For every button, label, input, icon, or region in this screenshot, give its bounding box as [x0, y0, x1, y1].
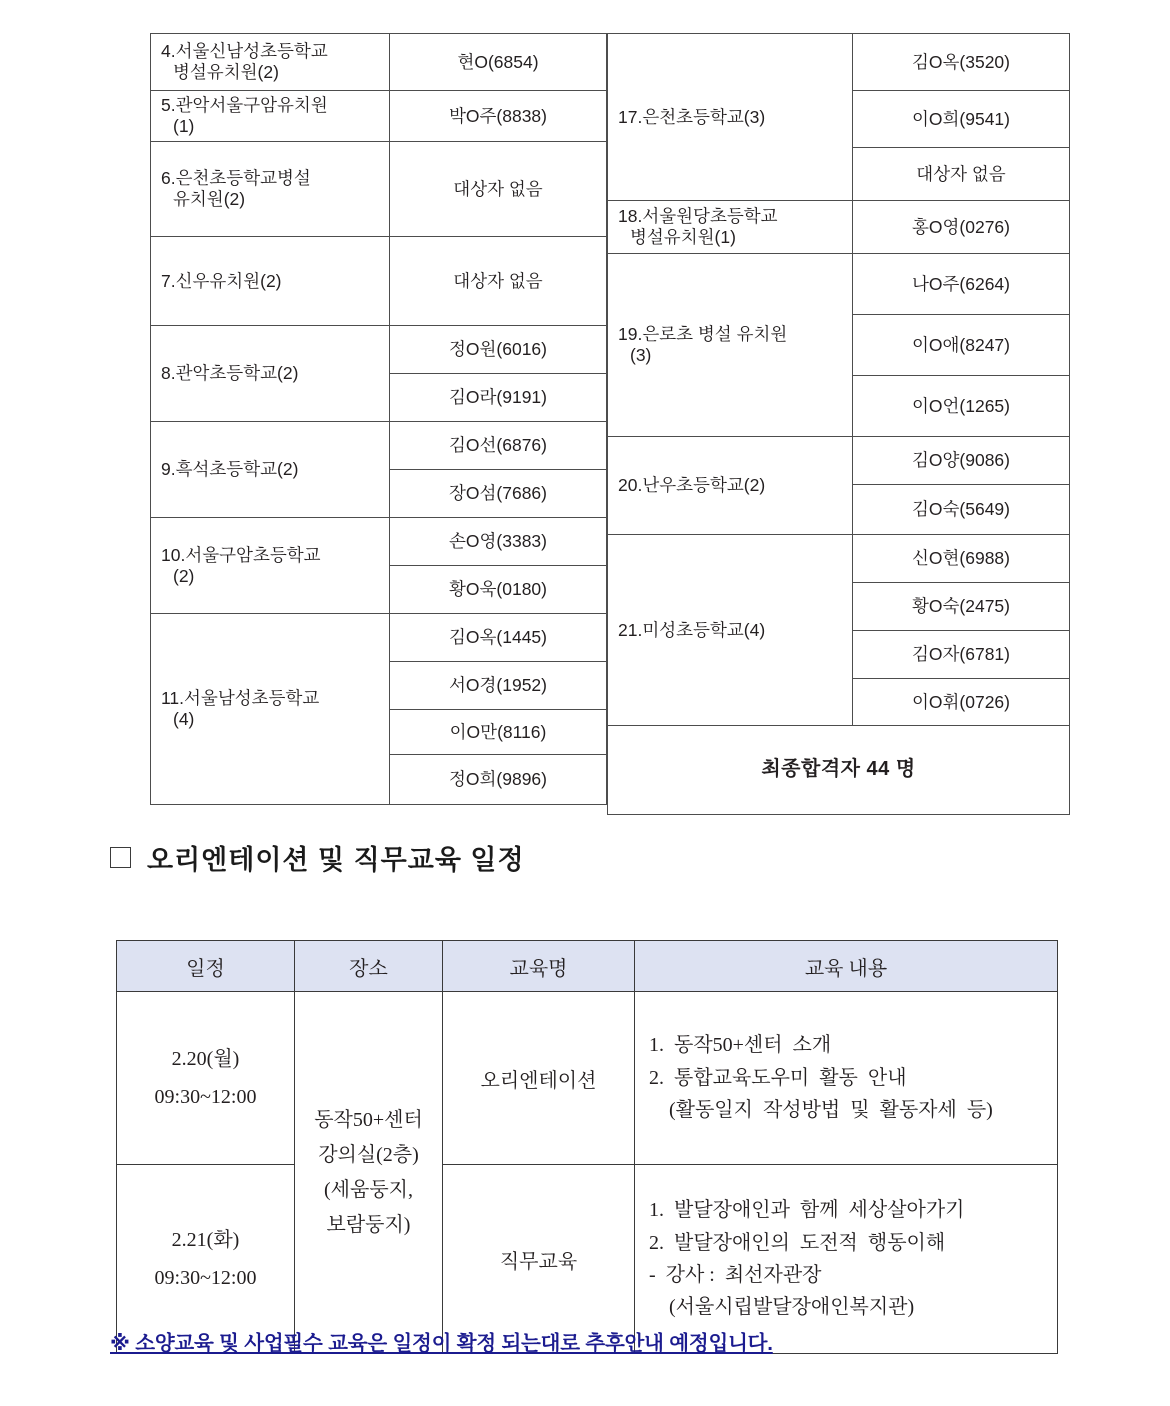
- school-name: 7.신우유치원(2): [161, 270, 282, 291]
- person-cell: 황O욱(0180): [390, 566, 607, 614]
- school-cell: [608, 34, 853, 201]
- person-cell: 손O영(3383): [390, 518, 607, 566]
- school-cell: [151, 614, 390, 805]
- school-name-sub: 병설유치원(1): [630, 227, 736, 247]
- schedule-date: 2.21(화): [171, 1229, 240, 1251]
- person-cell: 김O숙(5649): [853, 485, 1070, 535]
- roster-table-right: [607, 33, 1070, 815]
- table-row: [608, 34, 1070, 91]
- person-cell: 정O원(6016): [390, 326, 607, 374]
- table-row: [151, 518, 607, 566]
- table-row: [151, 237, 607, 326]
- content-line: 2. 발달장애인의 도전적 행동이해: [649, 1231, 946, 1254]
- person-cell: 김O라(9191): [390, 374, 607, 422]
- person-cell: 대상자 없음: [390, 142, 607, 237]
- schedule-content-cell: [635, 992, 1058, 1165]
- schedule-course-cell: 직무교육: [443, 1165, 635, 1354]
- table-row: [117, 992, 1058, 1165]
- roster-table-left: [150, 33, 607, 805]
- person-cell: 서O경(1952): [390, 662, 607, 710]
- person-cell: 이O휘(0726): [853, 679, 1070, 726]
- table-row: [151, 91, 607, 142]
- school-cell: [608, 201, 853, 254]
- empty-square-icon: [110, 847, 131, 868]
- place-line: 보람둥지): [326, 1213, 411, 1236]
- school-name: 6.은천초등학교병설: [161, 168, 311, 189]
- school-name: 10.서울구암초등학교: [161, 544, 321, 565]
- person-cell: 박O주(8838): [390, 91, 607, 142]
- roster-left-body: [151, 34, 607, 805]
- school-name: 9.흑석초등학교(2): [161, 459, 299, 480]
- person-cell: 정O희(9896): [390, 755, 607, 805]
- column-header-course: 교육명: [443, 941, 635, 992]
- school-name: 4.서울신남성초등학교: [161, 41, 328, 62]
- person-cell: 김O양(9086): [853, 437, 1070, 485]
- school-name-sub: 유치원(2): [173, 189, 246, 209]
- content-line: 2. 통합교육도우미 활동 안내: [649, 1066, 907, 1089]
- roster-right-body: [608, 34, 1070, 815]
- person-cell: 홍O영(0276): [853, 201, 1070, 254]
- school-cell: [151, 91, 390, 142]
- content-line: - 강사 : 최선자관장: [649, 1264, 822, 1286]
- person-cell: 이O희(9541): [853, 91, 1070, 148]
- school-name: 18.서울원당초등학교: [618, 206, 778, 227]
- content-line: (서울시립발달장애인복지관): [649, 1296, 915, 1319]
- school-name: 11.서울남성초등학교: [161, 688, 320, 709]
- school-name-sub: (4): [173, 709, 195, 729]
- person-cell: 김O옥(3520): [853, 34, 1070, 91]
- final-passers-total: 최종합격자 44 명: [608, 726, 1070, 815]
- place-line: (세움둥지,: [324, 1178, 413, 1201]
- person-cell: 나O주(6264): [853, 254, 1070, 315]
- school-cell: [608, 535, 853, 726]
- column-header-place: 장소: [295, 941, 443, 992]
- table-row: [151, 326, 607, 374]
- school-name: 17.은천초등학교(3): [618, 106, 766, 127]
- school-name-sub: (2): [173, 565, 195, 586]
- person-cell: 김O옥(1445): [390, 614, 607, 662]
- table-row: [608, 437, 1070, 485]
- school-name: 21.미성초등학교(4): [618, 619, 766, 640]
- school-cell: [151, 142, 390, 237]
- table-row: [151, 614, 607, 662]
- table-row: [151, 422, 607, 470]
- column-header-date: 일정: [117, 941, 295, 992]
- schedule-table-head: [117, 941, 1058, 992]
- school-name-sub: (1): [173, 116, 195, 136]
- table-row: [608, 254, 1070, 315]
- schedule-place-cell: [295, 992, 443, 1354]
- school-name: 20.난우초등학교(2): [618, 475, 766, 496]
- schedule-time: 09:30~12:00: [154, 1267, 257, 1289]
- schedule-time: 09:30~12:00: [154, 1086, 257, 1108]
- school-name-sub: (3): [630, 345, 652, 365]
- school-name-sub: 병설유치원(2): [173, 62, 279, 82]
- school-name: 5.관악서울구암유치원: [161, 95, 328, 116]
- content-line: 1. 동작50+센터 소개: [649, 1034, 832, 1057]
- person-cell: 이O만(8116): [390, 710, 607, 755]
- person-cell: 현O(6854): [390, 34, 607, 91]
- person-cell: 신O현(6988): [853, 535, 1070, 583]
- school-cell: [151, 326, 390, 422]
- place-line: 강의실(2층): [318, 1143, 419, 1166]
- schedule-course-cell: 오리엔테이션: [443, 992, 635, 1165]
- school-cell: [151, 422, 390, 518]
- person-cell: 김O자(6781): [853, 631, 1070, 679]
- column-header-content: 교육 내용: [635, 941, 1058, 992]
- school-cell: [151, 518, 390, 614]
- schedule-heading-label: 오리엔테이션 및 직무교육 일정: [147, 845, 525, 875]
- schedule-table: [116, 940, 1058, 1354]
- school-cell: [151, 34, 390, 91]
- person-cell: 김O선(6876): [390, 422, 607, 470]
- schedule-date: 2.20(월): [171, 1048, 240, 1070]
- table-header-row: [117, 941, 1058, 992]
- place-line: 동작50+센터: [314, 1108, 423, 1131]
- school-cell: [608, 437, 853, 535]
- person-cell: 대상자 없음: [390, 237, 607, 326]
- content-line: (활동일지 작성방법 및 활동자세 등): [649, 1099, 993, 1122]
- person-cell: 대상자 없음: [853, 148, 1070, 201]
- roster-tables-wrapper: [150, 33, 1020, 815]
- footer-note: ※ 소양교육 및 사업필수 교육은 일정이 확정 되는대로 추후안내 예정입니다.: [110, 1332, 773, 1355]
- table-row: [151, 34, 607, 91]
- person-cell: 이O애(8247): [853, 315, 1070, 376]
- person-cell: 장O섬(7686): [390, 470, 607, 518]
- content-line: 1. 발달장애인과 함께 세상살아가기: [649, 1199, 965, 1222]
- table-row-total: [608, 726, 1070, 815]
- school-cell: [608, 254, 853, 437]
- table-row: [608, 535, 1070, 583]
- schedule-table-body: [117, 992, 1058, 1354]
- table-row: [151, 142, 607, 237]
- person-cell: 황O숙(2475): [853, 583, 1070, 631]
- school-name: 19.은로초 병설 유치원: [618, 324, 788, 345]
- person-cell: 이O언(1265): [853, 376, 1070, 437]
- school-cell: [151, 237, 390, 326]
- schedule-datetime-cell: [117, 992, 295, 1165]
- school-name: 8.관악초등학교(2): [161, 363, 299, 384]
- table-row: [608, 201, 1070, 254]
- page-title: [110, 838, 525, 877]
